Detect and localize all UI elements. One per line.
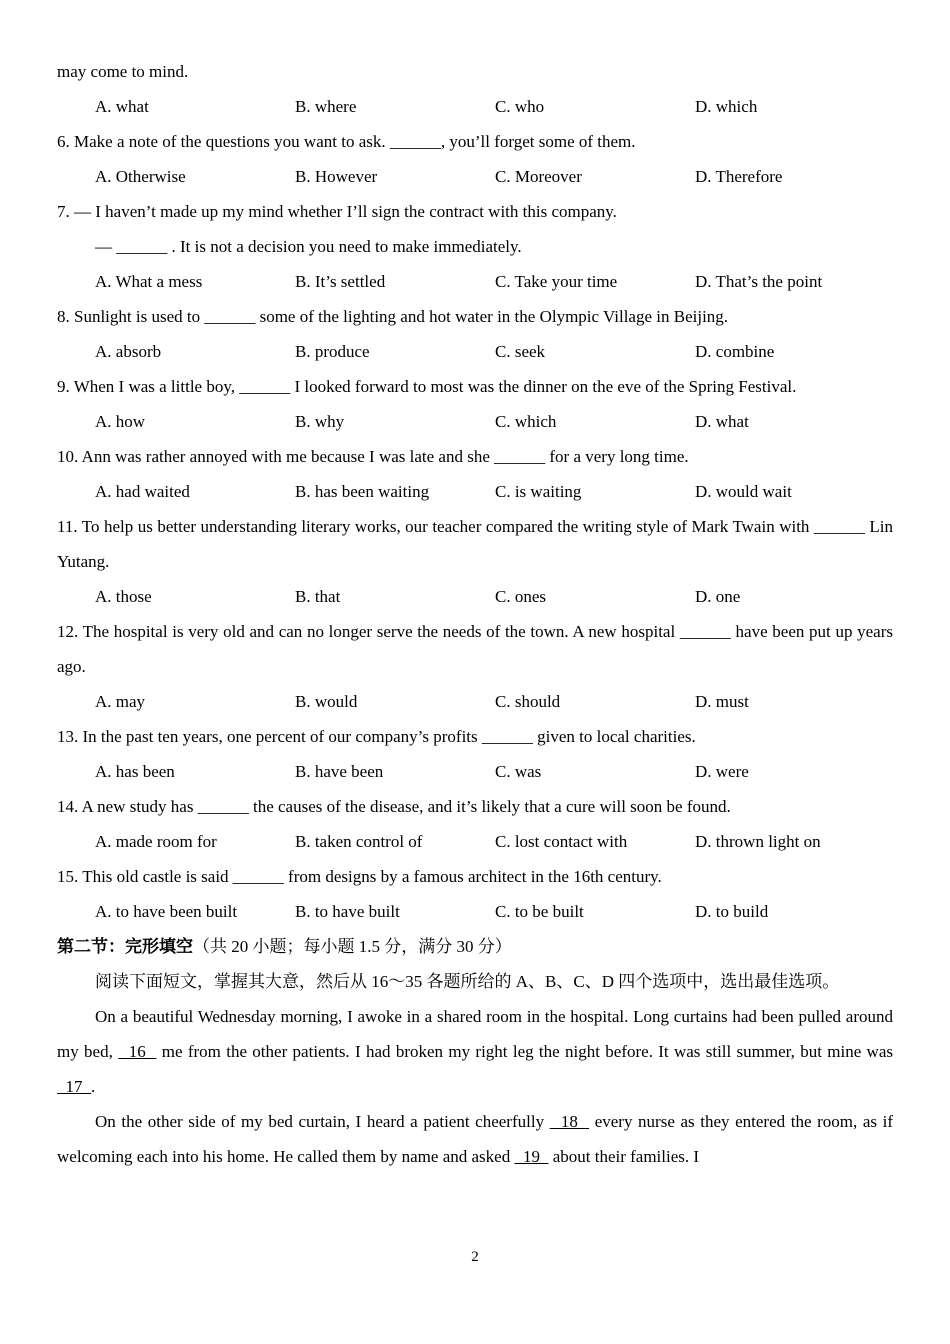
answer-option: D. what — [695, 412, 749, 431]
continuation-line — [57, 54, 893, 89]
answer-option: A. has been — [95, 762, 175, 781]
text-segment: 10. Ann was rather annoyed with me because I was late and she ______ for a very long time. — [57, 447, 689, 466]
answer-option: A. how — [95, 412, 146, 431]
answer-option: B. However — [295, 167, 378, 186]
text-segment: 6. Make a note of the questions you want to ask. ______, you’ll forget some of them. — [57, 132, 636, 151]
options-row-q7 — [57, 264, 893, 299]
question-8 — [57, 299, 893, 334]
question-13 — [57, 719, 893, 754]
text-segment: 阅读下面短文，掌握其大意，然后从 16～35 各题所给的 A、B、C、D 四个选项中，选出最佳选项。 — [95, 972, 840, 991]
question-10 — [57, 439, 893, 474]
answer-option: C. Take your time — [495, 272, 618, 291]
text-segment: 7. — I haven’t made up my mind whether I’ll sign the contract with this company. — [57, 202, 617, 221]
options-row-q9 — [57, 404, 893, 439]
text-segment: 8. Sunlight is used to ______ some of the lighting and hot water in the Olympic Village in Beijing. — [57, 307, 729, 326]
answer-option: A. made room for — [95, 832, 217, 851]
answer-option: C. seek — [495, 342, 546, 361]
answer-option: D. must — [695, 692, 749, 711]
answer-option: B. produce — [295, 342, 370, 361]
answer-option: B. would — [295, 692, 358, 711]
text-segment: 9. When I was a little boy, ______ I looked forward to most was the dinner on the eve of the Spring Festival. — [57, 377, 797, 396]
answer-option: B. where — [295, 97, 357, 116]
text-segment: 13. In the past ten years, one percent of our company’s profits ______ given to local charities. — [57, 727, 696, 746]
answer-option: C. Moreover — [495, 167, 582, 186]
text-segment: （共 20 小题；每小题 1.5 分，满分 30 分） — [193, 937, 512, 956]
text-segment: — ______ . It is not a decision you need to make immediately. — [95, 237, 522, 256]
answer-option: A. those — [95, 587, 152, 606]
answer-option: D. would wait — [695, 482, 792, 501]
question-12 — [57, 614, 893, 684]
cloze-blank: 18 — [549, 1112, 590, 1131]
cloze-blank: 17 — [57, 1077, 91, 1096]
text-segment: On a beautiful Wednesday morning, I awoke in a shared room in the hospital. Long curtains had been pulled around my bed, — [57, 1007, 893, 1061]
question-11 — [57, 509, 893, 579]
answer-option: C. lost contact with — [495, 832, 628, 851]
text-segment: 15. This old castle is said ______ from designs by a famous architect in the 16th century. — [57, 867, 662, 886]
answer-option: C. ones — [495, 587, 546, 606]
answer-option: D. That’s the point — [695, 272, 823, 291]
answer-option: B. have been — [295, 762, 384, 781]
question-7 — [57, 194, 893, 229]
answer-option: A. What a mess — [95, 272, 203, 291]
question-7-reply — [57, 229, 893, 264]
answer-option: B. taken control of — [295, 832, 423, 851]
options-row-q10 — [57, 474, 893, 509]
answer-option: D. Therefore — [695, 167, 783, 186]
answer-option: A. Otherwise — [95, 167, 186, 186]
text-segment: On the other side of my bed curtain, I heard a patient cheerfully — [95, 1112, 550, 1131]
answer-option: A. what — [95, 97, 149, 116]
answer-option: D. were — [695, 762, 749, 781]
text-segment: . — [91, 1077, 96, 1096]
answer-option: A. may — [95, 692, 146, 711]
question-14 — [57, 789, 893, 824]
question-9 — [57, 369, 893, 404]
options-row-q8 — [57, 334, 893, 369]
document-body — [57, 54, 893, 1174]
question-6 — [57, 124, 893, 159]
text-segment: 12. The hospital is very old and can no longer serve the needs of the town. A new hospital ______ have been put up years ago. — [57, 622, 893, 676]
options-row-q14 — [57, 824, 893, 859]
answer-option: C. to be built — [495, 902, 584, 921]
text-segment: every nurse as they entered the room, as if welcoming each into his home. He called them by name and asked — [57, 1112, 893, 1166]
text-segment: 11. To help us better understanding literary works, our teacher compared the writing style of Mark Twain with ______ Lin Yutang. — [57, 517, 893, 571]
options-row-q15 — [57, 894, 893, 929]
page-number: 2 — [471, 1249, 479, 1265]
answer-option: C. should — [495, 692, 561, 711]
text-segment: 14. A new study has ______ the causes of the disease, and it’s likely that a cure will soon be found. — [57, 797, 731, 816]
answer-option: A. absorb — [95, 342, 162, 361]
answer-option: B. has been waiting — [295, 482, 430, 501]
answer-option: C. was — [495, 762, 542, 781]
section-instructions — [57, 964, 893, 999]
answer-option: D. which — [695, 97, 758, 116]
section-heading — [57, 929, 893, 964]
options-row-q13 — [57, 754, 893, 789]
options-row-q5 — [57, 89, 893, 124]
answer-option: B. why — [295, 412, 345, 431]
options-row-q11 — [57, 579, 893, 614]
cloze-paragraph-1 — [57, 999, 893, 1104]
answer-option: A. to have been built — [95, 902, 238, 921]
options-row-q6 — [57, 159, 893, 194]
answer-option: D. to build — [695, 902, 769, 921]
answer-option: D. combine — [695, 342, 775, 361]
answer-option: C. who — [495, 97, 545, 116]
options-row-q12 — [57, 684, 893, 719]
text-segment: may come to mind. — [57, 62, 189, 81]
cloze-blank: 16 — [118, 1042, 157, 1061]
question-15 — [57, 859, 893, 894]
answer-option: B. to have built — [295, 902, 400, 921]
answer-option: B. It’s settled — [295, 272, 386, 291]
text-segment: 第二节：完形填空 — [57, 937, 193, 956]
cloze-blank: 19 — [514, 1147, 549, 1166]
answer-option: B. that — [295, 587, 341, 606]
answer-option: C. which — [495, 412, 557, 431]
answer-option: D. thrown light on — [695, 832, 821, 851]
text-segment: me from the other patients. I had broken my right leg the night before. It was still summer, but mine was — [156, 1042, 893, 1061]
text-segment: about their families. I — [548, 1147, 700, 1166]
answer-option: C. is waiting — [495, 482, 582, 501]
cloze-paragraph-2 — [57, 1104, 893, 1174]
answer-option: A. had waited — [95, 482, 190, 501]
answer-option: D. one — [695, 587, 741, 606]
